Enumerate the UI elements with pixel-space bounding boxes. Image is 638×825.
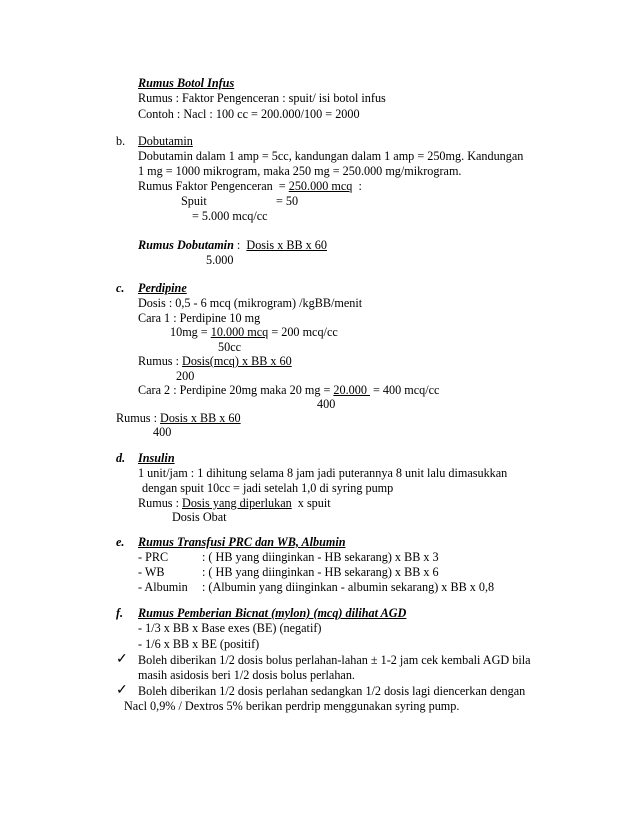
dobutamin-spuit-value: = 50 — [276, 194, 299, 208]
dobutamin-faktor-prefix: Rumus Faktor Pengenceran = — [138, 179, 289, 193]
dobutamin-line2: 1 mg = 1000 mikrogram, maka 250 mg = 250.000 mg/mikrogram. — [138, 164, 462, 178]
perdipine-rumus2-numerator: Dosis x BB x 60 — [160, 411, 241, 425]
dobutamin-rumus-label: Rumus Dobutamin — [138, 238, 234, 252]
dobutamin-faktor-suffix: : — [352, 179, 362, 193]
perdipine-cara2-prefix: Cara 2 : Perdipine 20mg maka 20 mg = — [138, 383, 334, 397]
bicnat-negatif: - 1/3 x BB x Base exes (BE) (negatif) — [138, 621, 322, 635]
perdipine-cara1-denominator: 50cc — [218, 340, 242, 354]
bicnat-check2-line2: Nacl 0,9% / Dextros 5% berikan perdrip menggunakan syring pump. — [124, 699, 460, 713]
insulin-letter: d. — [116, 451, 126, 465]
perdipine-rumus2-denominator: 400 — [153, 425, 172, 439]
dobutamin-rumus-colon: : — [233, 238, 247, 252]
botol-title: Rumus Botol Infus — [138, 76, 235, 90]
transfusi-row-label: - Albumin — [138, 580, 188, 594]
dobutamin-faktor — [138, 179, 362, 194]
dobutamin-rumus — [138, 238, 327, 253]
checkmark-icon: ✓ — [116, 652, 128, 667]
perdipine-rumus1-numerator: Dosis(mcq) x BB x 60 — [182, 354, 292, 368]
dobutamin-result: = 5.000 mcq/cc — [192, 209, 268, 223]
perdipine-rumus1 — [138, 354, 292, 369]
botol-contoh: Contoh : Nacl : 100 cc = 200.000/100 = 2000 — [138, 107, 360, 121]
perdipine-cara1-calc — [170, 325, 338, 340]
perdipine-cara1-numerator: 10.000 mcq — [210, 325, 269, 339]
insulin-rumus-suffix: x spuit — [291, 496, 331, 510]
checkmark-icon: ✓ — [116, 683, 128, 698]
insulin-title: Insulin — [138, 451, 175, 465]
botol-rumus: Rumus : Faktor Pengenceran : spuit/ isi botol infus — [138, 91, 386, 105]
transfusi-row-label: - PRC — [138, 550, 169, 564]
perdipine-title: Perdipine — [138, 281, 187, 295]
perdipine-letter: c. — [116, 281, 125, 295]
transfusi-row-formula: : ( HB yang diinginkan - HB sekarang) x BB x 3 — [202, 550, 439, 564]
insulin-line2: dengan spuit 10cc = jadi setelah 1,0 di syring pump — [142, 481, 394, 495]
dobutamin-rumus-denominator: 5.000 — [206, 253, 234, 267]
insulin-rumus — [138, 496, 331, 511]
perdipine-cara1-prefix: 10mg = — [170, 325, 211, 339]
perdipine-cara1: Cara 1 : Perdipine 10 mg — [138, 311, 261, 325]
bicnat-letter: f. — [116, 606, 124, 620]
perdipine-rumus1-denominator: 200 — [176, 369, 195, 383]
insulin-rumus-prefix: Rumus : — [138, 496, 183, 510]
perdipine-rumus1-prefix: Rumus : — [138, 354, 183, 368]
insulin-line1: 1 unit/jam : 1 dihitung selama 8 jam jadi puterannya 8 unit lalu dimasukkan — [138, 466, 508, 480]
transfusi-row-formula: : ( HB yang diinginkan - HB sekarang) x BB x 6 — [202, 565, 439, 579]
dobutamin-line1: Dobutamin dalam 1 amp = 5cc, kandungan dalam 1 amp = 250mg. Kandungan — [138, 149, 524, 163]
transfusi-title: Rumus Transfusi PRC dan WB, Albumin — [138, 535, 346, 549]
bicnat-check1-line1: Boleh diberikan 1/2 dosis bolus perlahan-lahan ± 1-2 jam cek kembali AGD bila — [138, 653, 531, 667]
bicnat-title: Rumus Pemberian Bicnat (mylon) (mcq) dilihat AGD — [138, 606, 407, 620]
bicnat-positif: - 1/6 x BB x BE (positif) — [138, 637, 260, 651]
dobutamin-faktor-numerator: 250.000 mcq — [288, 179, 353, 193]
bicnat-check1-line2: masih asidosis beri 1/2 dosis bolus perlahan. — [138, 668, 355, 682]
insulin-rumus-denominator: Dosis Obat — [172, 510, 227, 524]
dobutamin-letter: b. — [116, 134, 126, 148]
transfusi-row-label: - WB — [138, 565, 165, 579]
dobutamin-spuit: Spuit — [181, 194, 207, 208]
transfusi-letter: e. — [116, 535, 125, 549]
perdipine-cara2-denominator: 400 — [317, 397, 336, 411]
dobutamin-rumus-numerator: Dosis x BB x 60 — [246, 238, 327, 252]
perdipine-cara1-suffix: = 200 mcq/cc — [268, 325, 338, 339]
dobutamin-title: Dobutamin — [138, 134, 193, 148]
perdipine-cara2-suffix: = 400 mcq/cc — [369, 383, 440, 397]
perdipine-cara2 — [138, 383, 439, 398]
transfusi-row-formula: : (Albumin yang diinginkan - albumin sekarang) x BB x 0,8 — [202, 580, 495, 594]
perdipine-dosis: Dosis : 0,5 - 6 mcq (mikrogram) /kgBB/menit — [138, 296, 363, 310]
insulin-rumus-numerator: Dosis yang diperlukan — [182, 496, 292, 510]
perdipine-rumus2-prefix: Rumus : — [116, 411, 161, 425]
perdipine-cara2-numerator: 20.000 — [333, 383, 370, 397]
bicnat-check2-line1: Boleh diberikan 1/2 dosis perlahan sedangkan 1/2 dosis lagi diencerkan dengan — [138, 684, 526, 698]
perdipine-rumus2 — [116, 411, 241, 426]
